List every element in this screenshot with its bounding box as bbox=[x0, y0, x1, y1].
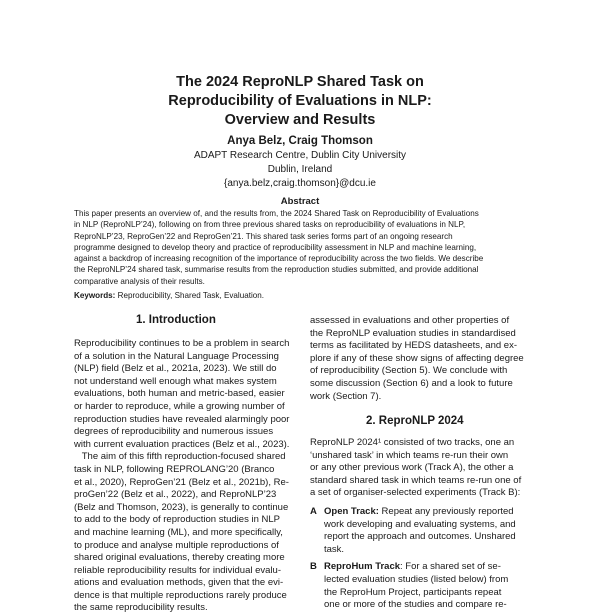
list-item-text: lected evaluation studies (listed below) from bbox=[324, 573, 509, 585]
title-line: The 2024 ReproNLP Shared Task on bbox=[176, 74, 424, 90]
body-line: ations and evaluation methods, given that the evi- bbox=[74, 577, 284, 589]
section-heading-repronlp-2024: 2. ReproNLP 2024 bbox=[366, 415, 464, 427]
list-item-title: ReproHum Track bbox=[324, 561, 401, 573]
body-line: standard shared task in which teams re-run one of bbox=[310, 474, 522, 486]
list-item-text: work developing and evaluating systems, and bbox=[324, 518, 516, 530]
body-line: of a solution in the Natural Language Processing bbox=[74, 350, 279, 362]
list-item-text: : For a shared set of se- bbox=[400, 561, 501, 573]
body-line: not understand well enough what makes system bbox=[74, 375, 277, 387]
affiliation-line: Dublin, Ireland bbox=[267, 164, 333, 175]
affiliation bbox=[60, 149, 540, 191]
abstract-line: This paper presents an overview of, and the results from, the 2024 Shared Task on Reproducibility of Evaluations bbox=[74, 209, 479, 218]
list-item-text: task. bbox=[324, 543, 345, 555]
left-column bbox=[74, 338, 296, 615]
body-line: or harder to reproduce, while a growing number of bbox=[74, 400, 285, 412]
right-column-intro bbox=[310, 315, 532, 403]
body-line: ‘unshared task’ in which teams re-run their own bbox=[310, 449, 509, 461]
list-item-title: Open Track: bbox=[324, 505, 379, 517]
body-line: of reproducibility (Section 5). We conclude with bbox=[310, 365, 508, 377]
body-line: The aim of this fifth reproduction-focused shared bbox=[74, 451, 286, 463]
list-item-text: the ReproHum Project, participants repeat bbox=[324, 586, 502, 598]
title-line: Reproducibility of Evaluations in NLP: bbox=[168, 93, 432, 109]
body-line: reproduction studies have revealed alarmingly poor bbox=[74, 413, 290, 425]
list-item-text: Repeat any previously reported bbox=[378, 505, 514, 517]
body-line: evaluations, both human and metric-based, easier bbox=[74, 388, 285, 400]
list-item-text: one or more of the studies and compare re- bbox=[324, 599, 507, 611]
body-line: with current evaluation practices (Belz et al., 2023). bbox=[74, 438, 290, 450]
section-heading-introduction: 1. Introduction bbox=[136, 314, 216, 326]
body-line: to produce and analyse multiple reproductions of bbox=[74, 539, 279, 551]
abstract-line: in NLP (ReproNLP’24), following on from three previous shared tasks on reproducibility of evaluations in NLP, bbox=[74, 220, 466, 230]
body-line: ReproNLP 2024¹ consisted of two tracks, one an bbox=[310, 437, 515, 448]
body-line: reliable reproducibility results for individual evalu- bbox=[74, 564, 281, 576]
body-line: proGen’22 (Belz et al., 2022), and ReproNLP’23 bbox=[74, 489, 277, 501]
body-line: (Belz and Thomson, 2023), is generally to continue bbox=[74, 501, 289, 513]
body-line: and machine learning (ML), and more specifically, bbox=[74, 526, 283, 538]
list-item-marker: A bbox=[310, 505, 317, 517]
body-line: terms as facilitated by HEDS datasheets, and ex- bbox=[310, 340, 517, 352]
body-line: work (Section 7). bbox=[310, 390, 382, 402]
affiliation-line: ADAPT Research Centre, Dublin City University bbox=[193, 150, 407, 161]
body-line: (NLP) field (Belz et al., 2021a, 2023). We still do bbox=[74, 363, 277, 375]
abstract-line: the ReproNLP’24 shared task, summarise results from the reproduction studies submitted, and provide additional bbox=[74, 265, 479, 275]
affiliation-email: {anya.belz,craig.thomson}@dcu.ie bbox=[224, 178, 376, 189]
body-line: task in NLP, following REPROLANG’20 (Branco bbox=[74, 463, 275, 475]
body-line: or any other previous work (Track A), the other a bbox=[310, 462, 514, 474]
list-item-text: report the approach and outcomes. Unshared bbox=[324, 531, 516, 543]
abstract-line: comparative analysis of their results. bbox=[74, 276, 205, 286]
list-item-reprohum-track bbox=[310, 561, 532, 611]
keywords bbox=[74, 290, 264, 301]
title-line: Overview and Results bbox=[224, 112, 376, 128]
body-line: plore if any of these show signs of affecting degree bbox=[310, 352, 524, 364]
right-column-section2 bbox=[310, 437, 532, 612]
body-line: assessed in evaluations and other properties of bbox=[310, 315, 510, 326]
list-item-marker: B bbox=[310, 561, 317, 573]
body-line: degrees of reproducibility and numerous issues bbox=[74, 426, 274, 438]
paper-title bbox=[60, 73, 540, 130]
body-line: a set of organiser-selected experiments (Track B): bbox=[310, 487, 521, 499]
body-line: et al., 2020), ReproGen’21 (Belz et al., 2021b), Re- bbox=[74, 476, 289, 488]
abstract-line: programme designed to develop theory and practice of reproducibility assessment in NLP and machine learning, bbox=[74, 242, 477, 252]
abstract-body bbox=[74, 208, 528, 287]
abstract-line: ReproNLP’23, ReproGen’22 and ReproGen’21. This shared task series forms part of an ongoing research bbox=[74, 231, 453, 241]
body-line: dence is that multiple reproductions rarely produce bbox=[74, 589, 287, 601]
body-line: the ReproNLP evaluation studies in standardised bbox=[310, 327, 516, 339]
keywords-text: Reproducibility, Shared Task, Evaluation. bbox=[115, 291, 265, 300]
body-line: to add to the body of reproduction studies in NLP bbox=[74, 514, 280, 526]
body-line: shared original evaluations, thereby creating more bbox=[74, 552, 285, 564]
body-line: Reproducibility continues to be a problem in search bbox=[74, 338, 290, 349]
body-line: some discussion (Section 6) and a look to future bbox=[310, 377, 513, 389]
authors: Anya Belz, Craig Thomson bbox=[227, 135, 373, 147]
abstract-heading: Abstract bbox=[280, 196, 320, 207]
keywords-label: Keywords: bbox=[74, 291, 116, 300]
abstract-line: against a backdrop of increasing recognition of the importance of reproducibility across the two fields. We describe bbox=[74, 254, 484, 264]
body-line: the same reproducibility results. bbox=[74, 602, 208, 614]
list-item-open-track bbox=[310, 506, 532, 556]
